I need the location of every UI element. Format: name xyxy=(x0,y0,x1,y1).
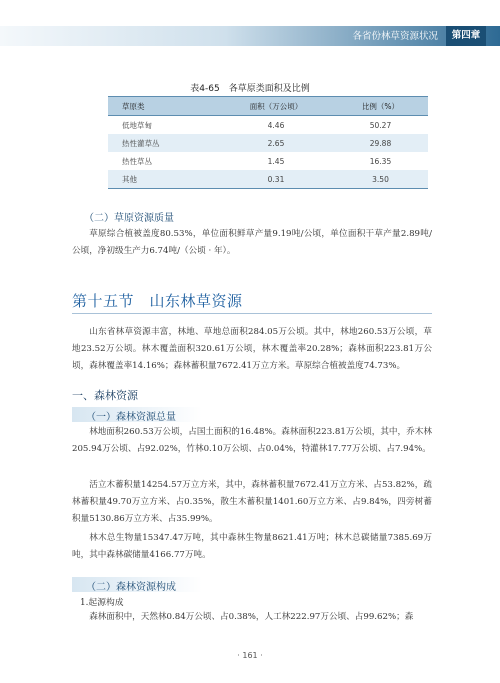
grassland-type-table xyxy=(108,96,428,189)
table-cell: 低地草甸 xyxy=(108,116,219,135)
grass-quality-heading: （二）草原资源质量 xyxy=(84,213,174,224)
running-header-title: 各省份林草资源状况 xyxy=(352,31,438,42)
forest-composition-heading: （二）森林资源构成 xyxy=(86,582,176,593)
table-header-row xyxy=(108,97,428,116)
table-cell: 0.31 xyxy=(219,170,333,189)
forest-total-heading: （一）森林资源总量 xyxy=(86,412,176,423)
table-row xyxy=(108,134,428,152)
table-cell: 1.45 xyxy=(219,152,333,170)
table-caption: 表4-65 各草原类面积及比例 xyxy=(190,84,310,94)
table-cell: 4.46 xyxy=(219,116,333,135)
section-intro-paragraph: 山东省林草资源丰富，林地、草地总面积284.05万公顷。其中，林地260.53万公顷，草地23.52万公顷。林木覆盖面积320.61万公顷，林木覆盖率20.28%；森林面积223.81万公顷，森林覆盖率14.16%；森林蓄积量7672.41万立方米。草原综合植被盖度74.73%。 xyxy=(72,327,432,371)
column-header: 面积（万公顷） xyxy=(219,97,333,116)
grass-quality-paragraph: 草原综合植被盖度80.53%，单位面积鲜草产量9.19吨/公顷，单位面积干草产量2.89吨/公顷，净初级生产力6.74吨/（公顷 · 年）。 xyxy=(72,229,432,256)
column-header: 草原类 xyxy=(108,97,219,116)
table-cell: 29.88 xyxy=(333,134,428,152)
table-cell: 16.35 xyxy=(333,152,428,170)
table-row xyxy=(108,170,428,189)
section-title: 第十五节 山东林草资源 xyxy=(72,292,243,310)
table-cell: 其他 xyxy=(108,170,219,189)
origin-composition-heading: 1.起源构成 xyxy=(80,598,124,608)
forest-heading: 一、森林资源 xyxy=(72,389,138,402)
chapter-tab: 第四章 xyxy=(446,26,486,46)
table-cell: 3.50 xyxy=(333,170,428,189)
table-cell: 热性灌草丛 xyxy=(108,134,219,152)
column-header: 比例（%） xyxy=(333,97,428,116)
table-cell: 2.65 xyxy=(219,134,333,152)
table-cell: 50.27 xyxy=(333,116,428,135)
table-cell: 热性草丛 xyxy=(108,152,219,170)
biomass-paragraph: 林木总生物量15347.47万吨，其中森林生物量8621.41万吨；林木总碳储量7385.69万吨，其中森林碳储量4166.77万吨。 xyxy=(72,533,432,560)
origin-composition-paragraph: 森林面积中，天然林0.84万公顷、占0.38%，人工林222.97万公顷、占99.62%；森 xyxy=(89,612,414,622)
section-divider xyxy=(72,313,432,314)
forest-area-paragraph: 林地面积260.53万公顷，占国土面积的16.48%。森林面积223.81万公顷，其中，乔木林205.94万公顷、占92.02%，竹林0.10万公顷、占0.04%，特灌林17.77万公顷、占7.94%。 xyxy=(72,427,432,454)
table-row xyxy=(108,152,428,170)
table-row xyxy=(108,116,428,135)
page-number: · 161 · xyxy=(237,651,263,660)
stock-volume-paragraph: 活立木蓄积量14254.57万立方米，其中，森林蓄积量7672.41万立方米、占53.82%，疏林蓄积量49.70万立方米、占0.35%，散生木蓄积量1401.60万立方米、占9.84%，四旁树蓄积量5130.86万立方米、占35.99%。 xyxy=(72,480,432,524)
